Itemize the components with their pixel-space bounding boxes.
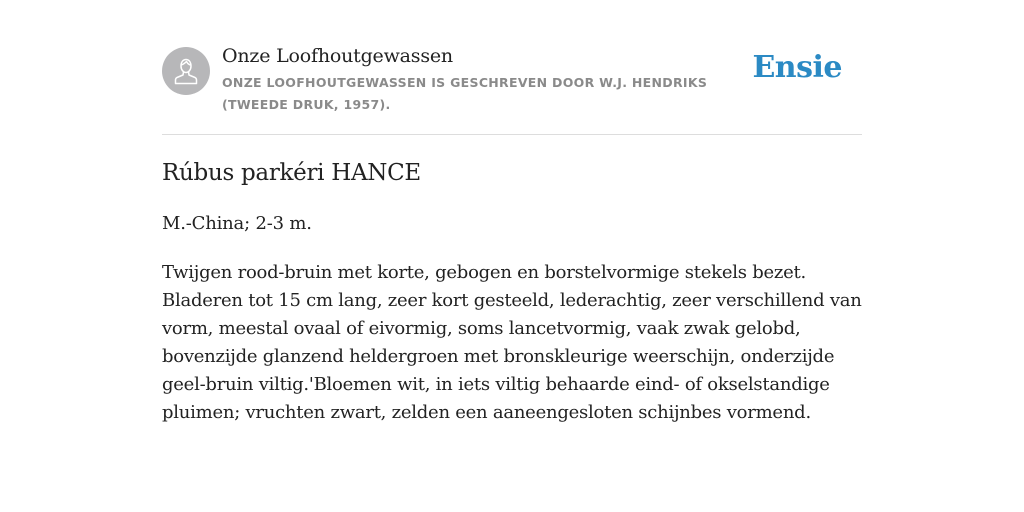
source-avatar[interactable]: [162, 47, 210, 95]
source-title[interactable]: Onze Loofhoutgewassen: [222, 45, 453, 67]
page-container: [162, 0, 862, 423]
source-header: [162, 0, 862, 135]
source-description: ONZE LOOFHOUTGEWASSEN IS GESCHREVEN DOOR W.J. HENDRIKS (TWEEDE DRUK, 1957).: [222, 75, 708, 112]
user-silhouette-icon: [173, 57, 199, 85]
entry-body: Twijgen rood-bruin met korte, gebogen en borstelvormige stekels bezet. Bladeren tot 15 cm lang, zeer kort gesteeld, lederachtig, zeer verschillend van vorm, meestal ovaal of eivormig, soms lancetvormig, vaak zwak gelobd, bovenzijde glanzend heldergroen met bronskleurige weerschijn, onderzijde geel-bruin viltig.'Bloemen wit, in iets viltig behaarde eind- of okselstandige pluimen; vruchten zwart, zelden een aaneengesloten schijnbes vormend.: [162, 262, 862, 423]
brand-logo[interactable]: Ensie: [752, 50, 842, 85]
entry-subtitle: M.-China; 2-3 m.: [162, 213, 312, 234]
entry-title: Rúbus parkéri HANCE: [162, 160, 421, 186]
